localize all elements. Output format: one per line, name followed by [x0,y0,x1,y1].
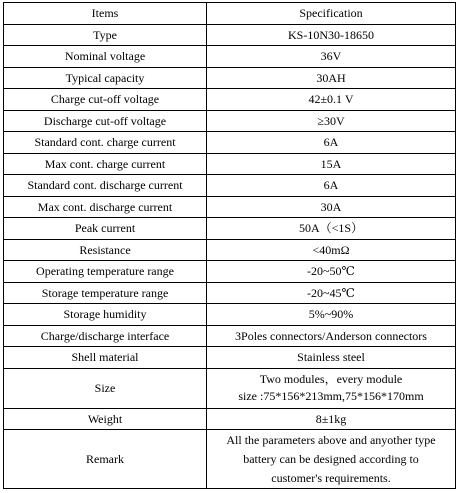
header-items: Items [4,3,207,25]
item-label: Operating temperature range [4,261,207,283]
spec-line: All the parameters above and anyother type [226,432,436,447]
row-interface [4,325,456,347]
item-label: Storage humidity [4,304,207,326]
spec-value: ≥30V [207,110,456,132]
row-max-charge-current [4,153,456,175]
spec-value: Stainless steel [207,347,456,369]
spec-line: customer's requirements. [271,470,391,485]
spec-value: 36V [207,46,456,68]
spec-value: 6A [207,132,456,154]
item-label: Standard cont. discharge current [4,175,207,197]
spec-value: 6A [207,175,456,197]
item-label: Charge/discharge interface [4,325,207,347]
spec-value: 30A [207,196,456,218]
spec-line: size :75*156*213mm,75*156*170mm [238,389,424,403]
spec-value [207,368,456,408]
item-label: Discharge cut-off voltage [4,110,207,132]
row-operating-temperature [4,261,456,283]
spec-value: -20~45℃ [207,282,456,304]
row-nominal-voltage [4,46,456,68]
header-row [4,3,456,25]
header-specification: Specification [207,3,456,25]
row-peak-current [4,218,456,240]
spec-value: 50A（<1S） [207,218,456,240]
row-storage-humidity [4,304,456,326]
row-charge-cutoff-voltage [4,89,456,111]
item-label: Standard cont. charge current [4,132,207,154]
spec-value: 42±0.1 V [207,89,456,111]
row-typical-capacity [4,67,456,89]
item-label: Max cont. charge current [4,153,207,175]
row-discharge-cutoff-voltage [4,110,456,132]
spec-value: <40mΩ [207,239,456,261]
spec-table [3,2,456,489]
row-max-discharge-current [4,196,456,218]
spec-value: 3Poles connectors/Anderson connectors [207,325,456,347]
item-label: Charge cut-off voltage [4,89,207,111]
row-type [4,24,456,46]
row-standard-charge-current [4,132,456,154]
spec-line: battery can be designed according to [243,451,419,466]
row-shell-material [4,347,456,369]
item-label: Type [4,24,207,46]
spec-line: Two modules，every module [259,372,403,386]
spec-value: 15A [207,153,456,175]
row-storage-temperature [4,282,456,304]
spec-value [207,430,456,489]
item-label: Typical capacity [4,67,207,89]
item-label: Weight [4,408,207,430]
item-label: Peak current [4,218,207,240]
item-label: Remark [4,430,207,489]
item-label: Max cont. discharge current [4,196,207,218]
row-weight [4,408,456,430]
spec-value: KS-10N30-18650 [207,24,456,46]
row-standard-discharge-current [4,175,456,197]
spec-value: 30AH [207,67,456,89]
spec-value: 8±1kg [207,408,456,430]
item-label: Size [4,368,207,408]
item-label: Shell material [4,347,207,369]
row-size [4,368,456,408]
item-label: Resistance [4,239,207,261]
row-resistance [4,239,456,261]
row-remark [4,430,456,489]
spec-value: 5%~90% [207,304,456,326]
item-label: Nominal voltage [4,46,207,68]
spec-value: -20~50℃ [207,261,456,283]
item-label: Storage temperature range [4,282,207,304]
